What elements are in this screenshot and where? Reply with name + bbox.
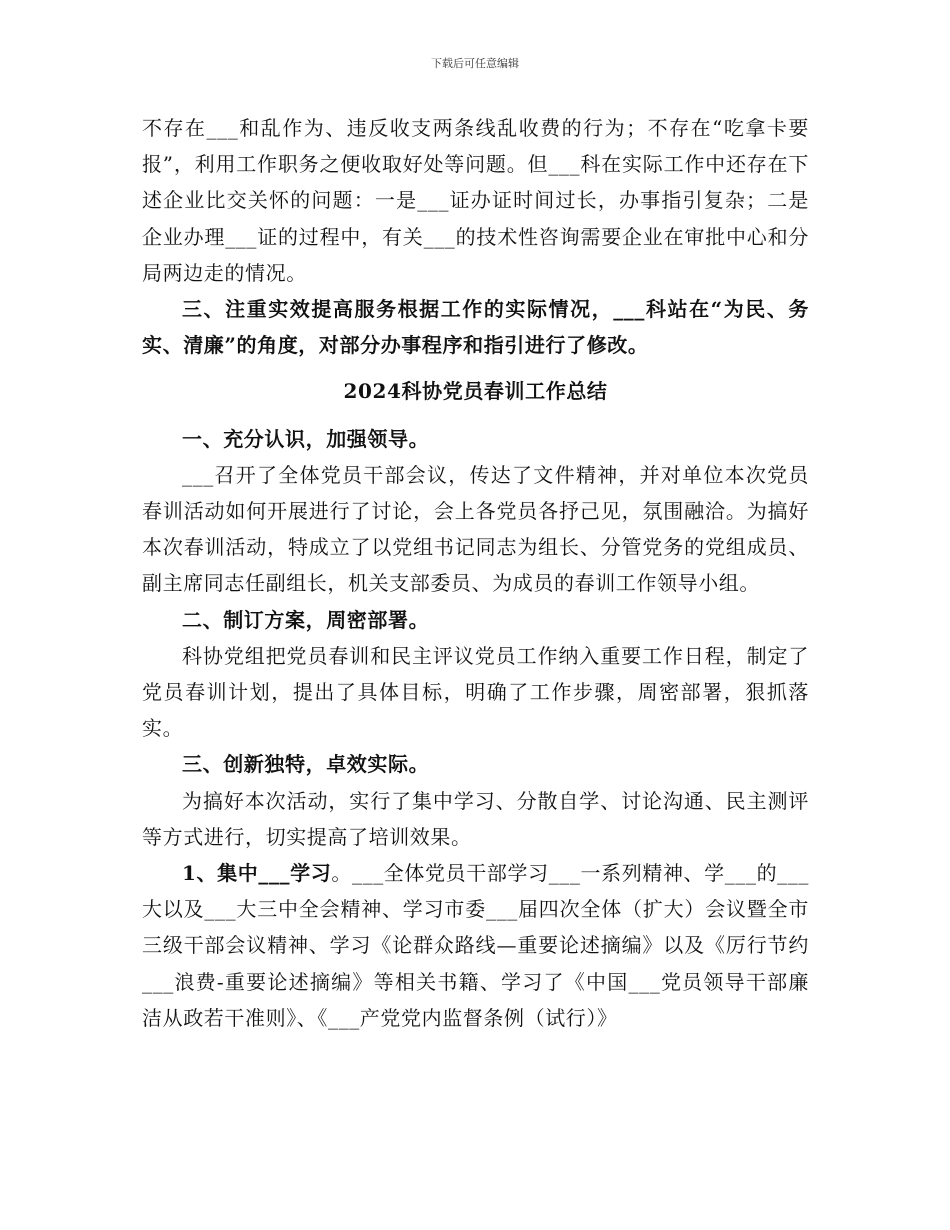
paragraph-6 <box>142 855 809 1036</box>
paragraph-1: 不存在___和乱作为、违反收支两条线乱收费的行为；不存在“吃拿卡要报”，利用工作职务之便收取好处等问题。但___科在实际工作中还存在下述企业比交关怀的问题：一是___证办证时间过长，办事指引复杂；二是企业办理___证的过程中，有关___的技术性咨询需要企业在审批中心和分局两边走的情况。 <box>142 116 809 285</box>
heading-1: 一、充分认识，加强领导。 <box>182 426 430 451</box>
paragraph-2: 三、注重实效提高服务根据工作的实际情况，___科站在“为民、务实、清廉”的角度，对部分办事程序和指引进行了修改。 <box>142 297 809 358</box>
paragraph-6-text: 。___全体党员干部学习___一系列精神、学___的___大以及___大三中全会精神、学习市委___届四次全体（扩大）会议暨全市三级干部会议精神、学习《论群众路线—重要论述摘编》以及《厉行节约___浪费-重要论述摘编》等相关书籍、学习了《中国___党员领导干部廉洁从政若干准则》、《___产党党内监督条例（试行）》 <box>142 861 809 1030</box>
heading-2: 二、制订方案，周密部署。 <box>182 607 430 632</box>
paragraph-3: ___召开了全体党员干部会议，传达了文件精神，并对单位本次党员春训活动如何开展进行了讨论，会上各党员各抒己见，氛围融洽。为搞好本次春训活动，特成立了以党组书记同志为组长、分管党务的党组成员、副主席同志任副组长，机关支部委员、为成员的春训工作领导小组。 <box>142 462 809 596</box>
paragraph-6-lead: 1、集中___学习 <box>182 861 332 886</box>
document-body <box>142 110 809 1036</box>
paragraph-5: 为搞好本次活动，实行了集中学习、分散自学、讨论沟通、民主测评等方式进行，切实提高了培训效果。 <box>142 788 809 849</box>
page-header: 下载后可任意编辑 <box>431 57 519 70</box>
heading-3: 三、创新独特，卓效实际。 <box>182 752 430 777</box>
document-title: 2024科协党员春训工作总结 <box>343 379 608 404</box>
paragraph-4: 科协党组把党员春训和民主评议党员工作纳入重要工作日程，制定了党员春训计划，提出了具体目标，明确了工作步骤，周密部署，狠抓落实。 <box>142 643 809 741</box>
